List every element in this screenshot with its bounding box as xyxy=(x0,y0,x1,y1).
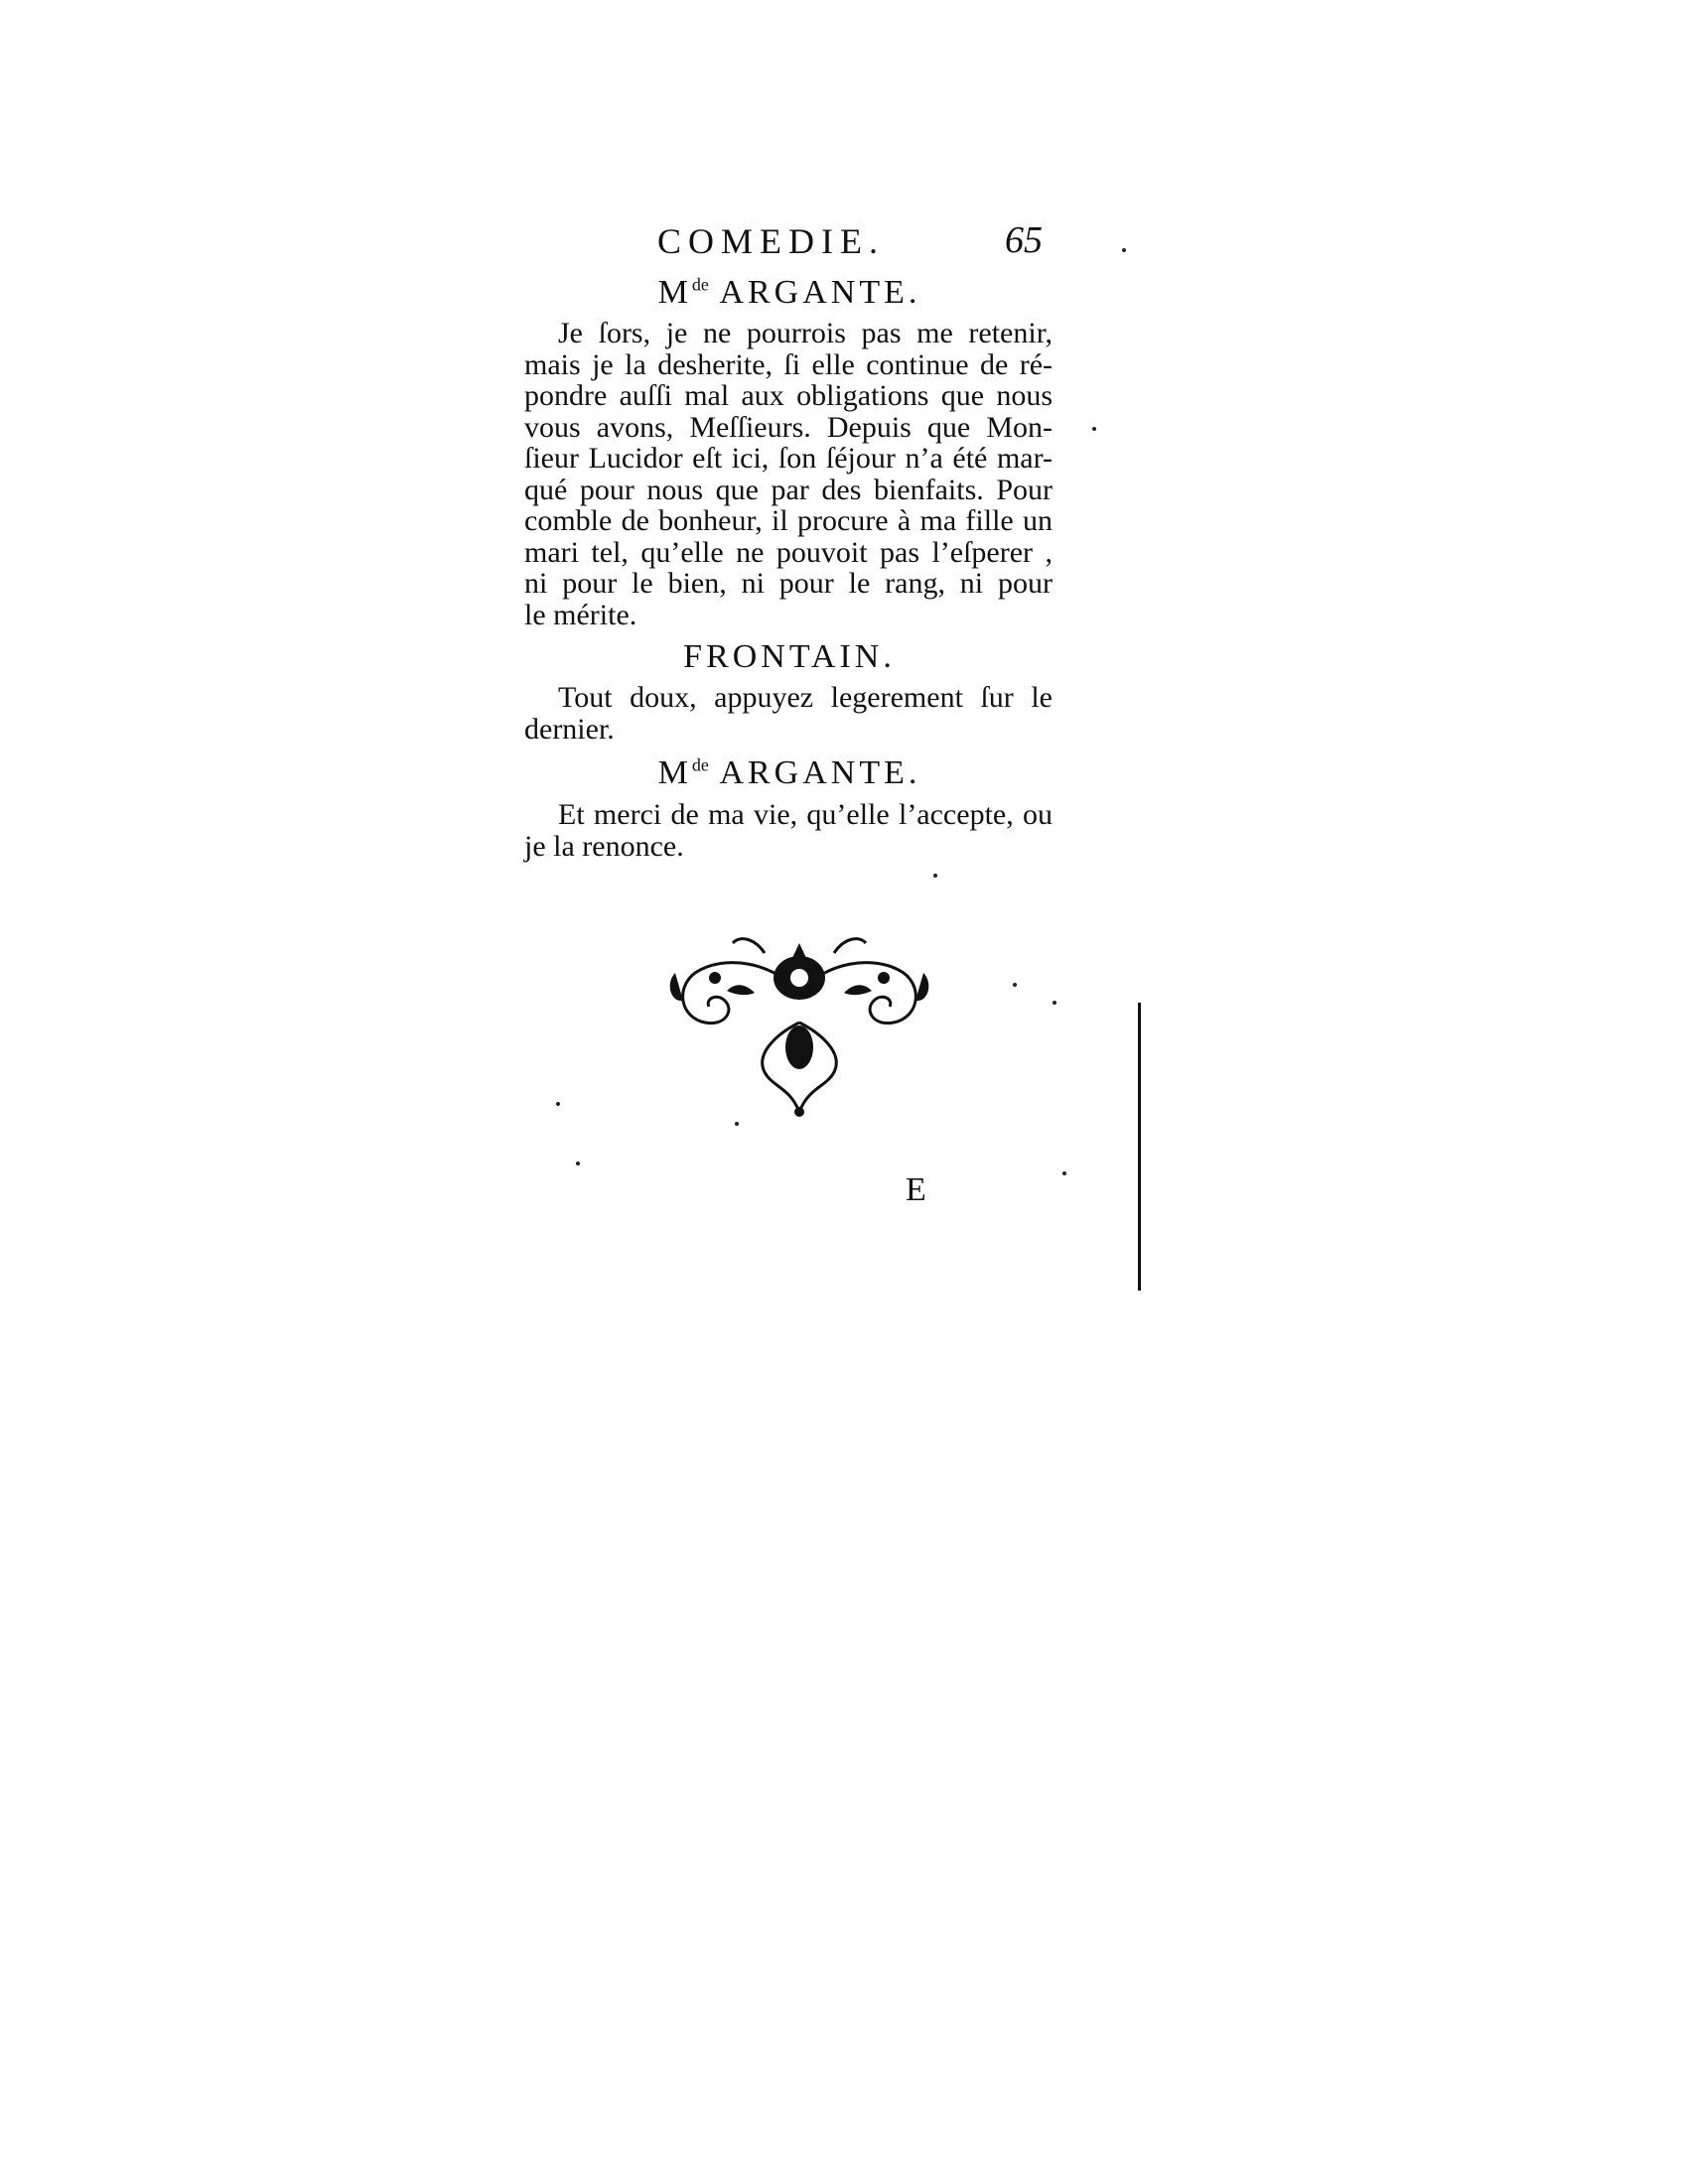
ink-speck xyxy=(1122,248,1126,252)
text-line: ſieur Lucidor eſt ici, ſon ſéjour n’a été mar- xyxy=(524,442,1053,475)
fleuron-ornament xyxy=(655,923,943,1122)
text-line: comble de bonheur, il procure à ma fille un xyxy=(524,504,1053,537)
ink-speck xyxy=(556,1102,560,1106)
ink-speck xyxy=(735,1122,739,1126)
ink-speck xyxy=(1092,427,1096,431)
text-line: le mérite. xyxy=(524,598,637,631)
text-line: mari tel, qu’elle ne pouvoit pas l’eſperer , xyxy=(524,535,1053,569)
text-line: Tout doux, appuyez legerement ſur le xyxy=(558,681,1053,714)
ink-speck xyxy=(1053,1001,1056,1005)
ink-speck xyxy=(1062,1171,1066,1175)
speaker-heading-frontain: FRONTAIN. xyxy=(683,638,896,675)
text-line: pondre auſſi mal aux obligations que nous xyxy=(524,379,1053,412)
page-number: 65 xyxy=(1005,219,1043,261)
speaker-heading-argante: Mde ARGANTE. xyxy=(657,274,921,311)
text-line: mais je la desherite, ſi elle continue de ré- xyxy=(524,347,1053,381)
text-line: vous avons, Meſſieurs. Depuis que Mon- xyxy=(524,410,1053,444)
ink-speck xyxy=(576,1161,580,1165)
ink-speck xyxy=(933,874,937,878)
speech-argante-1 xyxy=(524,318,1053,630)
speaker-heading-argante-2: Mde ARGANTE. xyxy=(657,754,921,791)
margin-rule xyxy=(1138,1003,1141,1291)
text-line: qué pour nous que par des bienfaits. Pour xyxy=(524,473,1053,506)
text-line: dernier. xyxy=(524,712,615,746)
text-line: je la renonce. xyxy=(524,829,684,863)
text-line: Et merci de ma vie, qu’elle l’accepte, ou xyxy=(558,798,1053,831)
running-title: COMEDIE. xyxy=(657,221,885,261)
speech-frontain xyxy=(524,682,1053,745)
ink-speck xyxy=(1013,983,1017,987)
speech-argante-2 xyxy=(524,799,1053,862)
signature-mark: E xyxy=(906,1171,926,1208)
text-line: ni pour le bien, ni pour le rang, ni pour xyxy=(524,567,1053,600)
text-line: Je ſors, je ne pourrois pas me retenir, xyxy=(558,317,1053,349)
